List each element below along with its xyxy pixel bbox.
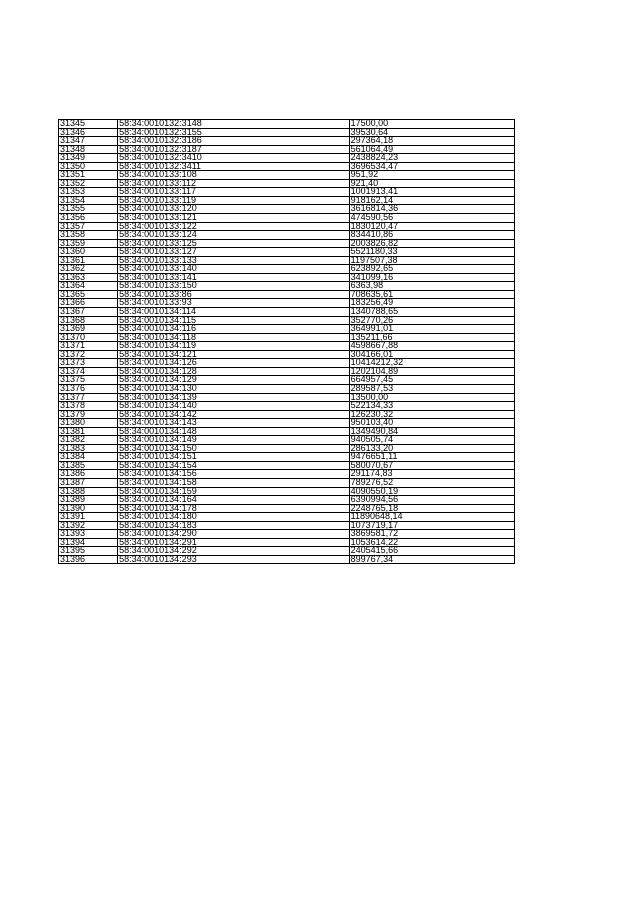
row-number-cell: 31364 — [59, 282, 118, 291]
cadastral-number-cell: 58:34:0010134:148 — [118, 427, 350, 436]
cadastral-number-cell: 58:34:0010134:290 — [118, 530, 350, 539]
cadastral-number-cell: 58:34:0010134:126 — [118, 359, 350, 368]
cadastral-number-cell: 58:34:0010134:143 — [118, 419, 350, 428]
row-number-cell: 31357 — [59, 222, 118, 231]
row-number-cell: 31362 — [59, 265, 118, 274]
row-number-cell: 31353 — [59, 188, 118, 197]
row-number-cell: 31396 — [59, 555, 118, 564]
value-cell: 918162,14 — [349, 196, 514, 205]
cadastral-number-cell: 58:34:0010133:86 — [118, 290, 350, 299]
cadastral-number-cell: 58:34:0010132:3187 — [118, 145, 350, 154]
row-number-cell: 31355 — [59, 205, 118, 214]
cadastral-number-cell: 58:34:0010134:178 — [118, 504, 350, 513]
table-row — [59, 504, 515, 513]
row-number-cell: 31389 — [59, 496, 118, 505]
cadastral-number-cell: 58:34:0010133:125 — [118, 239, 350, 248]
value-cell: 183256,49 — [349, 299, 514, 308]
row-number-cell: 31368 — [59, 316, 118, 325]
cadastral-number-cell: 58:34:0010134:156 — [118, 470, 350, 479]
table-row — [59, 436, 515, 445]
cadastral-number-cell: 58:34:0010133:124 — [118, 231, 350, 240]
table-row — [59, 478, 515, 487]
value-cell: 2405415,66 — [349, 547, 514, 556]
value-cell: 3869581,72 — [349, 530, 514, 539]
value-cell: 522134,33 — [349, 402, 514, 411]
row-number-cell: 31358 — [59, 231, 118, 240]
row-number-cell: 31383 — [59, 444, 118, 453]
table-row — [59, 530, 515, 539]
row-number-cell: 31346 — [59, 128, 118, 137]
row-number-cell: 31374 — [59, 367, 118, 376]
table-row — [59, 196, 515, 205]
cadastral-number-cell: 58:34:0010133:108 — [118, 171, 350, 180]
value-cell: 135211,66 — [349, 333, 514, 342]
row-number-cell: 31382 — [59, 436, 118, 445]
value-cell: 286133,20 — [349, 444, 514, 453]
value-cell: 39530,64 — [349, 128, 514, 137]
cadastral-number-cell: 58:34:0010134:293 — [118, 555, 350, 564]
value-cell: 580070,67 — [349, 461, 514, 470]
table-row — [59, 376, 515, 385]
cadastral-number-cell: 58:34:0010133:140 — [118, 265, 350, 274]
row-number-cell: 31377 — [59, 393, 118, 402]
value-cell: 11890648,14 — [349, 513, 514, 522]
cadastral-number-cell: 58:34:0010134:180 — [118, 513, 350, 522]
row-number-cell: 31393 — [59, 530, 118, 539]
row-number-cell: 31349 — [59, 154, 118, 163]
row-number-cell: 31387 — [59, 478, 118, 487]
row-number-cell: 31388 — [59, 487, 118, 496]
table-body — [59, 120, 515, 564]
table-row — [59, 248, 515, 257]
value-cell: 297364,18 — [349, 137, 514, 146]
row-number-cell: 31379 — [59, 410, 118, 419]
cadastral-number-cell: 58:34:0010133:150 — [118, 282, 350, 291]
cadastral-number-cell: 58:34:0010134:118 — [118, 333, 350, 342]
value-cell: 352770,26 — [349, 316, 514, 325]
cadastral-number-cell: 58:34:0010133:141 — [118, 273, 350, 282]
row-number-cell: 31360 — [59, 248, 118, 257]
value-cell: 899767,34 — [349, 555, 514, 564]
table-row — [59, 231, 515, 240]
row-number-cell: 31375 — [59, 376, 118, 385]
row-number-cell: 31394 — [59, 538, 118, 547]
cadastral-number-cell: 58:34:0010133:112 — [118, 179, 350, 188]
value-cell: 9476651,11 — [349, 453, 514, 462]
value-cell: 561064,49 — [349, 145, 514, 154]
table-row — [59, 359, 515, 368]
value-cell: 921,40 — [349, 179, 514, 188]
cadastral-number-cell: 58:34:0010134:115 — [118, 316, 350, 325]
table-row — [59, 393, 515, 402]
table-row — [59, 214, 515, 223]
cadastral-number-cell: 58:34:0010133:117 — [118, 188, 350, 197]
value-cell: 4090550,19 — [349, 487, 514, 496]
table-row — [59, 496, 515, 505]
cadastral-number-cell: 58:34:0010134:142 — [118, 410, 350, 419]
cadastral-number-cell: 58:34:0010134:139 — [118, 393, 350, 402]
row-number-cell: 31395 — [59, 547, 118, 556]
row-number-cell: 31380 — [59, 419, 118, 428]
table-row — [59, 154, 515, 163]
row-number-cell: 31392 — [59, 521, 118, 530]
value-cell: 1349490,84 — [349, 427, 514, 436]
cadastral-number-cell: 58:34:0010132:3411 — [118, 162, 350, 171]
cadastral-number-cell: 58:34:0010133:127 — [118, 248, 350, 257]
value-cell: 13500,00 — [349, 393, 514, 402]
data-table — [58, 119, 515, 564]
table-row — [59, 547, 515, 556]
row-number-cell: 31372 — [59, 350, 118, 359]
table-row — [59, 402, 515, 411]
table-row — [59, 145, 515, 154]
value-cell: 708635,61 — [349, 290, 514, 299]
row-number-cell: 31348 — [59, 145, 118, 154]
value-cell: 3696534,47 — [349, 162, 514, 171]
row-number-cell: 31373 — [59, 359, 118, 368]
value-cell: 364991,01 — [349, 325, 514, 334]
cadastral-number-cell: 58:34:0010132:3155 — [118, 128, 350, 137]
cadastral-number-cell: 58:34:0010134:151 — [118, 453, 350, 462]
cadastral-number-cell: 58:34:0010134:114 — [118, 308, 350, 317]
row-number-cell: 31366 — [59, 299, 118, 308]
row-number-cell: 31345 — [59, 120, 118, 129]
table-row — [59, 120, 515, 129]
table-row — [59, 538, 515, 547]
cadastral-number-cell: 58:34:0010134:158 — [118, 478, 350, 487]
row-number-cell: 31371 — [59, 342, 118, 351]
value-cell: 6363,98 — [349, 282, 514, 291]
row-number-cell: 31370 — [59, 333, 118, 342]
row-number-cell: 31369 — [59, 325, 118, 334]
table-row — [59, 350, 515, 359]
row-number-cell: 31356 — [59, 214, 118, 223]
row-number-cell: 31390 — [59, 504, 118, 513]
cadastral-number-cell: 58:34:0010134:291 — [118, 538, 350, 547]
value-cell: 6390994,56 — [349, 496, 514, 505]
value-cell: 834410,86 — [349, 231, 514, 240]
value-cell: 17500,00 — [349, 120, 514, 129]
table-row — [59, 453, 515, 462]
value-cell: 126230,32 — [349, 410, 514, 419]
row-number-cell: 31386 — [59, 470, 118, 479]
value-cell: 3616814,36 — [349, 205, 514, 214]
value-cell: 291174,83 — [349, 470, 514, 479]
table-row — [59, 384, 515, 393]
value-cell: 5521180,33 — [349, 248, 514, 257]
table-row — [59, 308, 515, 317]
cadastral-number-cell: 58:34:0010133:93 — [118, 299, 350, 308]
row-number-cell: 31365 — [59, 290, 118, 299]
cadastral-number-cell: 58:34:0010134:150 — [118, 444, 350, 453]
table-row — [59, 427, 515, 436]
cadastral-number-cell: 58:34:0010134:149 — [118, 436, 350, 445]
row-number-cell: 31361 — [59, 256, 118, 265]
row-number-cell: 31359 — [59, 239, 118, 248]
row-number-cell: 31381 — [59, 427, 118, 436]
value-cell: 1340788,65 — [349, 308, 514, 317]
table-row — [59, 273, 515, 282]
cadastral-number-cell: 58:34:0010133:120 — [118, 205, 350, 214]
value-cell: 1053614,22 — [349, 538, 514, 547]
value-cell: 789276,52 — [349, 478, 514, 487]
table-row — [59, 333, 515, 342]
value-cell: 2003826,82 — [349, 239, 514, 248]
table-row — [59, 137, 515, 146]
cadastral-number-cell: 58:34:0010132:3186 — [118, 137, 350, 146]
table-row — [59, 342, 515, 351]
table-row — [59, 239, 515, 248]
value-cell: 2438824,23 — [349, 154, 514, 163]
cadastral-number-cell: 58:34:0010134:292 — [118, 547, 350, 556]
table-row — [59, 162, 515, 171]
value-cell: 341099,16 — [349, 273, 514, 282]
cadastral-number-cell: 58:34:0010133:121 — [118, 214, 350, 223]
table-row — [59, 222, 515, 231]
row-number-cell: 31347 — [59, 137, 118, 146]
table-row — [59, 410, 515, 419]
cadastral-number-cell: 58:34:0010134:140 — [118, 402, 350, 411]
value-cell: 1830120,47 — [349, 222, 514, 231]
table-row — [59, 367, 515, 376]
table-row — [59, 444, 515, 453]
value-cell: 951,92 — [349, 171, 514, 180]
table-row — [59, 256, 515, 265]
table-row — [59, 205, 515, 214]
cadastral-number-cell: 58:34:0010134:128 — [118, 367, 350, 376]
table-row — [59, 128, 515, 137]
table-row — [59, 555, 515, 564]
row-number-cell: 31385 — [59, 461, 118, 470]
row-number-cell: 31352 — [59, 179, 118, 188]
cadastral-number-cell: 58:34:0010134:116 — [118, 325, 350, 334]
table-row — [59, 171, 515, 180]
cadastral-number-cell: 58:34:0010133:119 — [118, 196, 350, 205]
value-cell: 623892,65 — [349, 265, 514, 274]
value-cell: 4598667,88 — [349, 342, 514, 351]
row-number-cell: 31351 — [59, 171, 118, 180]
table-row — [59, 513, 515, 522]
table-row — [59, 188, 515, 197]
table-row — [59, 316, 515, 325]
cadastral-number-cell: 58:34:0010134:159 — [118, 487, 350, 496]
row-number-cell: 31367 — [59, 308, 118, 317]
table-row — [59, 461, 515, 470]
table-row — [59, 419, 515, 428]
cadastral-number-cell: 58:34:0010134:183 — [118, 521, 350, 530]
row-number-cell: 31363 — [59, 273, 118, 282]
table-row — [59, 265, 515, 274]
row-number-cell: 31391 — [59, 513, 118, 522]
table-row — [59, 325, 515, 334]
value-cell: 950103,40 — [349, 419, 514, 428]
cadastral-number-cell: 58:34:0010134:129 — [118, 376, 350, 385]
value-cell: 1073719,17 — [349, 521, 514, 530]
cadastral-number-cell: 58:34:0010133:133 — [118, 256, 350, 265]
row-number-cell: 31354 — [59, 196, 118, 205]
table-row — [59, 521, 515, 530]
row-number-cell: 31350 — [59, 162, 118, 171]
table-row — [59, 299, 515, 308]
value-cell: 2248765,18 — [349, 504, 514, 513]
row-number-cell: 31378 — [59, 402, 118, 411]
table-row — [59, 470, 515, 479]
cadastral-number-cell: 58:34:0010134:164 — [118, 496, 350, 505]
cadastral-number-cell: 58:34:0010132:3148 — [118, 120, 350, 129]
value-cell: 304166,01 — [349, 350, 514, 359]
value-cell: 1197507,38 — [349, 256, 514, 265]
value-cell: 664957,45 — [349, 376, 514, 385]
row-number-cell: 31384 — [59, 453, 118, 462]
value-cell: 1001913,41 — [349, 188, 514, 197]
cadastral-number-cell: 58:34:0010132:3410 — [118, 154, 350, 163]
value-cell: 1202104,89 — [349, 367, 514, 376]
value-cell: 940505,74 — [349, 436, 514, 445]
value-cell: 289587,53 — [349, 384, 514, 393]
row-number-cell: 31376 — [59, 384, 118, 393]
cadastral-number-cell: 58:34:0010134:119 — [118, 342, 350, 351]
table-row — [59, 487, 515, 496]
table-row — [59, 290, 515, 299]
value-cell: 474590,56 — [349, 214, 514, 223]
cadastral-number-cell: 58:34:0010134:121 — [118, 350, 350, 359]
value-cell: 10414212,32 — [349, 359, 514, 368]
cadastral-number-cell: 58:34:0010134:154 — [118, 461, 350, 470]
table-row — [59, 282, 515, 291]
cadastral-number-cell: 58:34:0010133:122 — [118, 222, 350, 231]
table-row — [59, 179, 515, 188]
cadastral-number-cell: 58:34:0010134:130 — [118, 384, 350, 393]
